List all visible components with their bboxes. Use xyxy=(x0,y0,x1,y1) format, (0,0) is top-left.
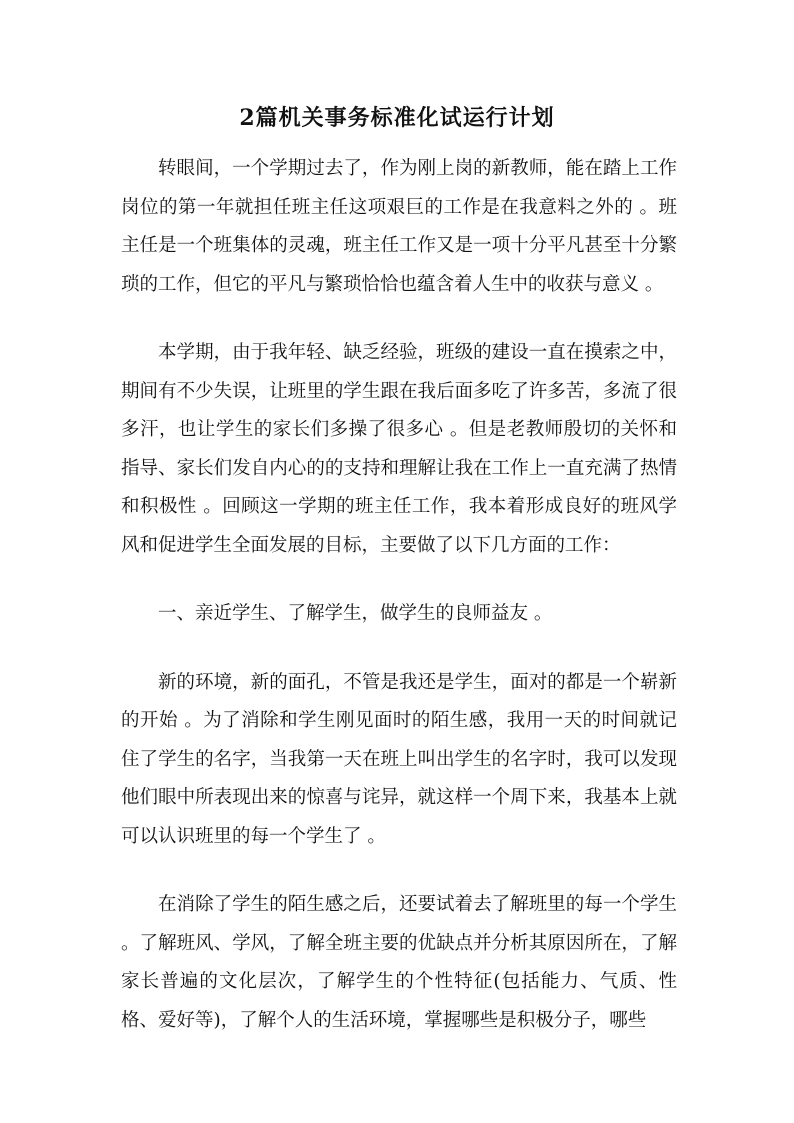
section-heading-1: 一、亲近学生、了解学生，做学生的良师益友 。 xyxy=(158,603,553,624)
document-title: 2篇机关事务标准化试运行计划 xyxy=(239,105,555,131)
paragraph-2: 本学期，由于我年轻、缺乏经验，班级的建设一直在摸索之中，期间有不少失误，让班里的学生跟在我后面多吃了许多苦，多流了很多汗，也让学生的家长们多操了很多心 。但是老教师殷切的关怀和指导、家长们发自内心的的支持和理解让我在工作上一直充满了热情和积极性 。回顾这一学期的班主任工作，我本着形成良好的班风学风和促进学生全面发展的目标，主要做了以下几方面的工作： xyxy=(121,342,677,556)
paragraph-4: 在消除了学生的陌生感之后，还要试着去了解班里的每一个学生 。了解班风、学风，了解全班主要的优缺点并分析其原因所在，了解家长普遍的文化层次，了解学生的个性特征(包括能力、气质、性格、爱好等)，了解个人的生活环境，掌握哪些是积极分子，哪些 xyxy=(121,894,677,1031)
document-body xyxy=(121,150,677,1070)
paragraph-1: 转眼间，一个学期过去了，作为刚上岗的新教师，能在踏上工作岗位的第一年就担任班主任这项艰巨的工作是在我意料之外的 。班主任是一个班集体的灵魂，班主任工作又是一项十分平凡甚至十分繁琐的工作，但它的平凡与繁琐恰恰也蕴含着人生中的收获与意义 。 xyxy=(121,158,677,295)
paragraph-3: 新的环境，新的面孔，不管是我还是学生，面对的都是一个崭新的开始 。为了消除和学生刚见面时的陌生感，我用一天的时间就记住了学生的名字，当我第一天在班上叫出学生的名字时，我可以发现他们眼中所表现出来的惊喜与诧异，就这样一个周下来，我基本上就可以认识班里的每一个学生了 。 xyxy=(121,671,677,847)
